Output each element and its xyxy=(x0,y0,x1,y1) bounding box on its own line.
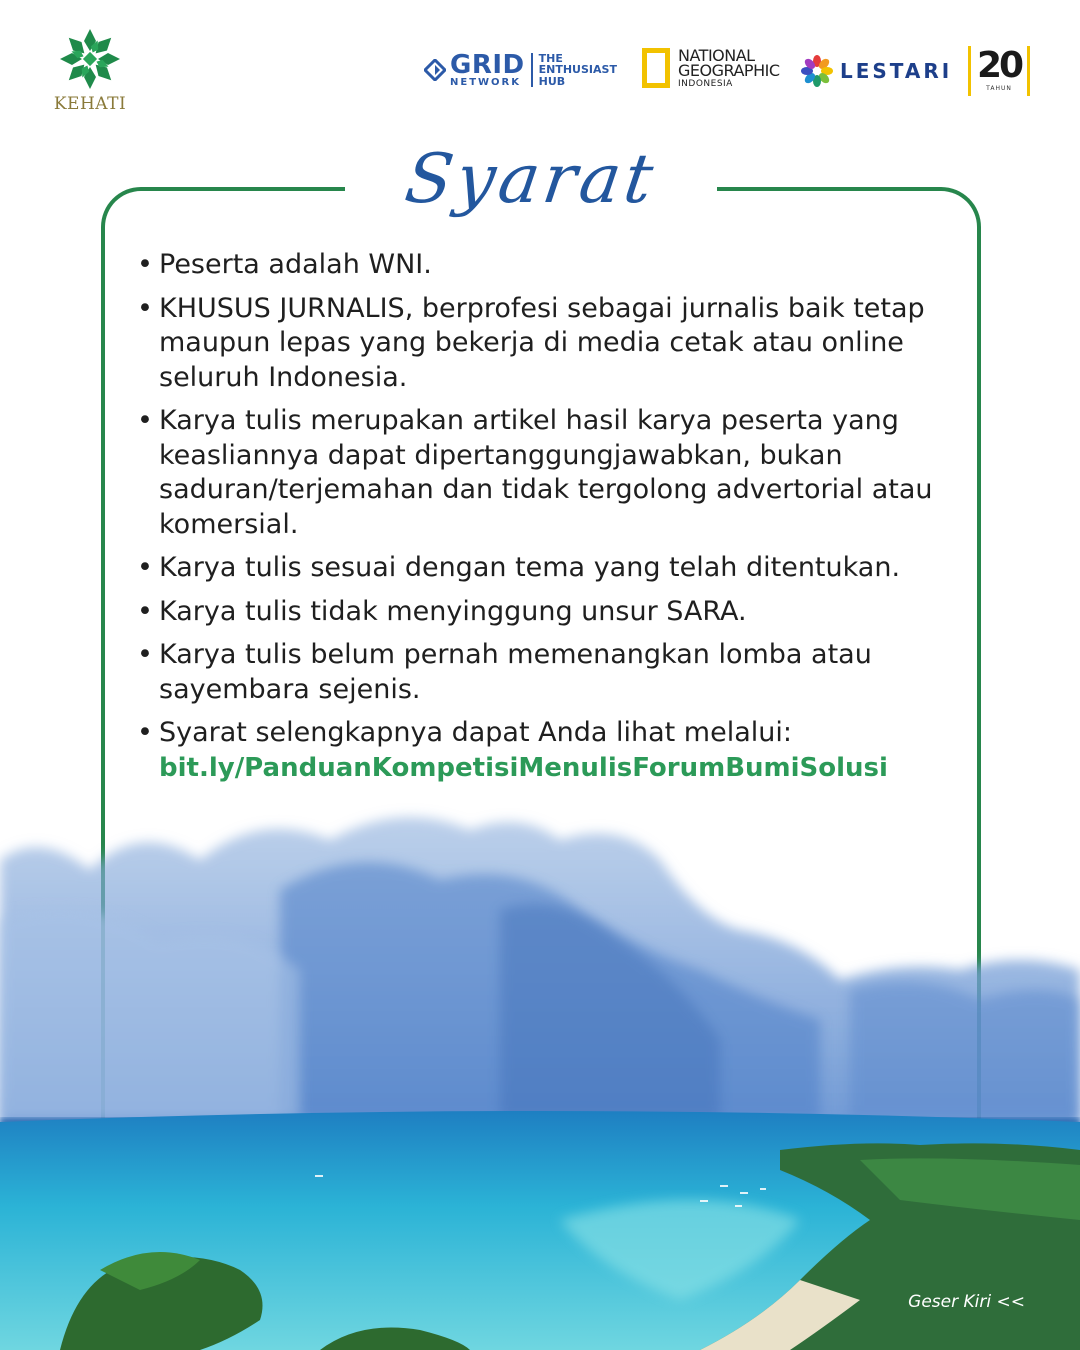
list-item xyxy=(135,716,935,785)
natgeo-line1: NATIONAL xyxy=(678,46,755,65)
requirement-text: Karya tulis tidak menyinggung unsur SARA. xyxy=(159,595,747,627)
anniversary-number: 20 xyxy=(976,45,1022,86)
anniversary-logo xyxy=(968,46,1030,96)
list-item xyxy=(135,638,935,707)
requirement-text: Karya tulis merupakan artikel hasil karya peserta yang keasliannya dapat dipertanggungjawabkan, bukan saduran/terjemahan dan tidak tergolong advertorial atau komersial. xyxy=(159,405,933,540)
swipe-hint: Geser Kiri << xyxy=(908,1292,1025,1312)
requirements-list xyxy=(135,248,935,794)
kehati-leaf-icon xyxy=(55,26,125,92)
grid-sub: NETWORK xyxy=(450,77,522,88)
list-item xyxy=(135,595,935,630)
lestari-logo xyxy=(800,54,952,88)
grid-tag-line3: HUB xyxy=(538,74,566,88)
page-title: Syarat xyxy=(400,140,662,219)
partner-logos xyxy=(420,42,1040,102)
lestari-flower-icon xyxy=(800,54,834,88)
grid-diamond-icon xyxy=(424,59,446,81)
natgeo-line3: INDONESIA xyxy=(678,79,733,90)
kehati-logo xyxy=(40,26,140,114)
grid-divider xyxy=(531,53,533,87)
grid-tag-line1: THE xyxy=(538,51,563,65)
list-item xyxy=(135,292,935,396)
natgeo-line2: GEOGRAPHIC xyxy=(678,61,780,81)
requirement-text: Syarat selengkapnya dapat Anda lihat melalui: xyxy=(159,717,792,748)
list-item xyxy=(135,551,935,586)
anniversary-label: TAHUN xyxy=(986,85,1012,92)
natgeo-frame-icon xyxy=(642,48,670,88)
list-item xyxy=(135,248,935,283)
requirement-text: Karya tulis belum pernah memenangkan lomba atau sayembara sejenis. xyxy=(159,639,872,705)
scenery-illustration xyxy=(0,800,1080,1350)
guideline-link[interactable]: bit.ly/PanduanKompetisiMenulisForumBumiSolusi xyxy=(159,752,888,783)
grid-tag-line2: ENTHUSIAST xyxy=(538,63,617,77)
requirement-text: KHUSUS JURNALIS, berprofesi sebagai jurnalis baik tetap maupun lepas yang bekerja di media cetak atau online seluruh Indonesia. xyxy=(159,292,925,393)
lestari-name: LESTARI xyxy=(840,59,953,83)
kehati-label: KEHATI xyxy=(53,94,127,114)
list-item xyxy=(135,404,935,542)
grid-network-logo xyxy=(424,52,617,88)
requirement-text: Karya tulis sesuai dengan tema yang telah ditentukan. xyxy=(159,552,901,583)
requirement-text: Peserta adalah WNI. xyxy=(159,249,432,280)
natgeo-logo xyxy=(642,48,779,89)
grid-name: GRID xyxy=(450,50,525,80)
